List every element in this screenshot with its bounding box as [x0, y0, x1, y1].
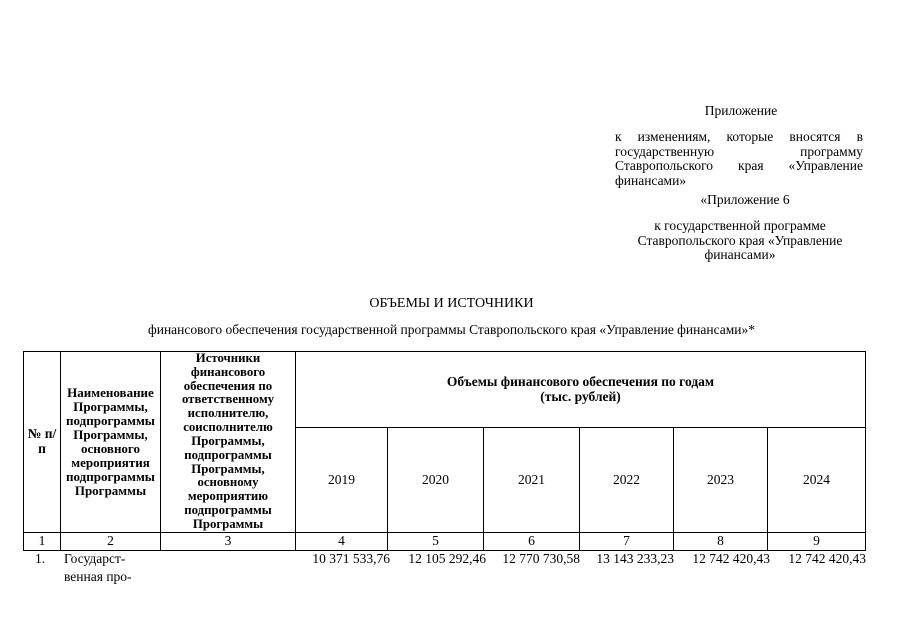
col-number-3: 3 [161, 532, 296, 550]
col-number-9: 9 [768, 532, 866, 550]
row1-value-2022: 13 143 233,23 [596, 551, 674, 566]
row1-value-2023: 12 742 420,43 [692, 551, 770, 566]
row1-value-2019: 10 371 533,76 [312, 551, 390, 566]
document-subtitle: финансового обеспечения государственной программы Ставропольского края «Управление финансами»* [147, 322, 756, 337]
year-2022: 2022 [580, 428, 674, 532]
col-number-4: 4 [296, 532, 388, 550]
row1-value-2020: 12 105 292,46 [408, 551, 486, 566]
year-2021: 2021 [484, 428, 580, 532]
row1-value-2024: 12 742 420,43 [788, 551, 866, 566]
appendix6-title: «Приложение 6 [700, 192, 790, 207]
col-number-7: 7 [580, 532, 674, 550]
col-number-6: 6 [484, 532, 580, 550]
col-num-header: № п/п [24, 352, 61, 533]
row1-name-line1: Государст- [64, 551, 126, 566]
row1-name-line2: венная про- [64, 569, 132, 584]
year-2024: 2024 [768, 428, 866, 532]
financing-table [23, 351, 866, 551]
row1-value-2021: 12 770 730,58 [502, 551, 580, 566]
appendix-description: к изменениям, которые вносятся в государственную программу Ставропольского края «Управление финансами» [615, 129, 863, 188]
col-number-2: 2 [61, 532, 161, 550]
appendix-title: Приложение [704, 103, 778, 118]
years-unit-label: (тыс. рублей) [540, 388, 621, 404]
col-number-5: 5 [388, 532, 484, 550]
year-2020: 2020 [388, 428, 484, 532]
row1-number: 1. [35, 551, 46, 566]
years-header [296, 352, 866, 428]
year-2019: 2019 [296, 428, 388, 532]
year-2023: 2023 [674, 428, 768, 532]
appendix6-description: к государственной программе Ставропольского края «Управление финансами» [637, 218, 843, 263]
years-header-label: Объемы финансового обеспечения по годам [446, 373, 715, 389]
col-number-1: 1 [24, 532, 61, 550]
document-title: ОБЪЕМЫ И ИСТОЧНИКИ [369, 296, 534, 311]
col-source-header: Источники финансового обеспечения по ответственному исполнителю, соисполнителю Программы, подпрограммы Программы, основному мероприятию подпрограммы Программы [161, 352, 296, 533]
col-number-8: 8 [674, 532, 768, 550]
col-name-header: Наименование Программы, подпрограммы Программы, основного мероприятия подпрограммы Программы [61, 352, 161, 533]
